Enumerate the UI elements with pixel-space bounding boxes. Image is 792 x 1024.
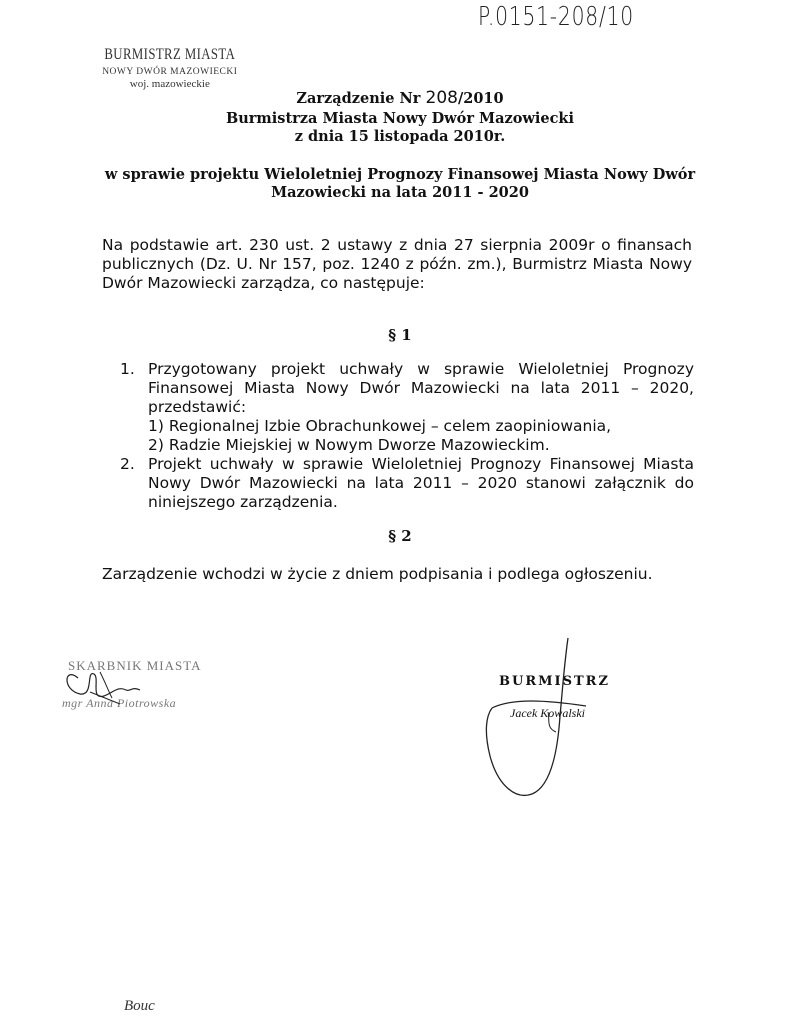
- treasurer-signature-block: [60, 656, 280, 716]
- list-item: [120, 455, 694, 512]
- list-item-text: Projekt uchwały w sprawie Wieloletniej Prognozy Finansowej Miasta Nowy Dwór Mazowiecki na lata 2011 – 2020 stanowi załącznik do niniejszego zarządzenia.: [148, 455, 694, 511]
- mayor-stamp-name: Jacek Kowalski: [510, 706, 585, 720]
- list-item-number: 1.: [120, 360, 135, 378]
- legal-basis-paragraph: Na podstawie art. 230 ust. 2 ustawy z dnia 27 sierpnia 2009r o finansach publicznych (Dz. U. Nr 157, poz. 1240 z późn. zm.), Burmistrz Miasta Nowy Dwór Mazowiecki zarządza, co następuje:: [102, 236, 692, 292]
- list-item-number: 2.: [120, 455, 135, 473]
- office-stamp: [88, 46, 252, 90]
- office-stamp-region: woj. mazowieckie: [129, 78, 210, 90]
- section-2-text: Zarządzenie wchodzi w życie z dniem podpisania i podlega ogłoszeniu.: [102, 565, 653, 583]
- treasurer-stamp-title: SKARBNIK MIASTA: [68, 658, 202, 673]
- ordinance-suffix: /2010: [457, 90, 504, 107]
- sub-item-2: 2) Radzie Miejskiej w Nowym Dworze Mazowieckim.: [148, 436, 550, 454]
- mayor-stamp-title: BURMISTRZ: [499, 674, 610, 689]
- ordinance-subject-line2: Mazowiecki na lata 2011 - 2020: [271, 184, 529, 201]
- ordinance-handwritten-number: 208: [425, 88, 458, 108]
- ordinance-subject-line1: w sprawie projektu Wieloletniej Prognozy Finansowej Miasta Nowy Dwór: [104, 166, 696, 183]
- section-1-list: [120, 360, 694, 512]
- section-2-heading: § 2: [388, 527, 412, 545]
- footer-scribble: Bouc: [124, 998, 155, 1014]
- ordinance-prefix: Zarządzenie Nr: [296, 90, 426, 107]
- section-1-heading: § 1: [388, 326, 412, 344]
- office-stamp-city: NOWY DWÓR MAZOWIECKI: [102, 67, 238, 77]
- list-item-text: Przygotowany projekt uchwały w sprawie Wieloletniej Prognozy Finansowej Miasta Nowy Dwór Mazowiecki na lata 2011 – 2020, przedstawić:: [148, 360, 694, 416]
- office-stamp-title: BURMISTRZ MIASTA: [104, 46, 236, 63]
- treasurer-stamp-name: mgr Anna Piotrowska: [62, 696, 177, 710]
- reference-number: P.0151-208/10: [478, 2, 634, 32]
- treasurer-signature-scribble: [60, 656, 280, 716]
- ordinance-date: z dnia 15 listopada 2010r.: [294, 128, 506, 145]
- list-item: [120, 360, 694, 455]
- ordinance-authority: Burmistrza Miasta Nowy Dwór Mazowiecki: [226, 110, 574, 127]
- mayor-signature-scribble: [476, 636, 596, 816]
- ordinance-number: [100, 88, 700, 108]
- sub-item-1: 1) Regionalnej Izbie Obrachunkowej – celem zaopiniowania,: [148, 417, 612, 435]
